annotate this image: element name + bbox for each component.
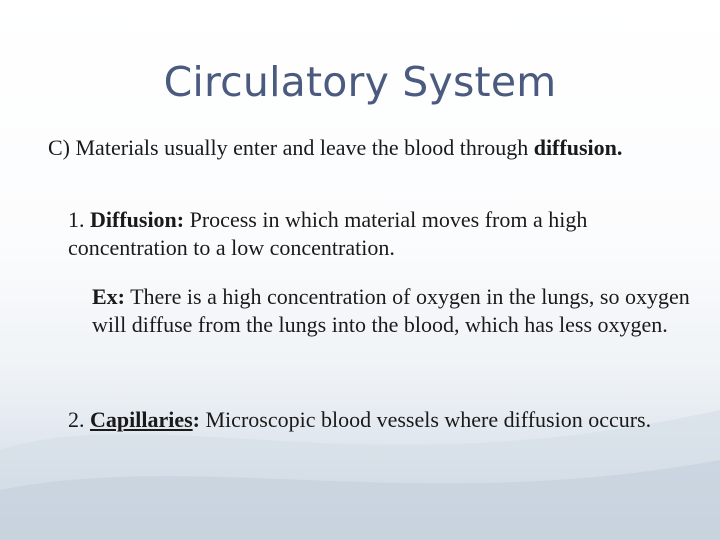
point-2 — [68, 406, 688, 434]
point-2-term: Capillaries — [90, 407, 193, 432]
point-1-number: 1. — [68, 207, 90, 232]
point-2-colon: : — [192, 407, 200, 432]
point-1-definition: Process in which material moves from a high concentration to a low concentration. — [68, 207, 588, 260]
point-2-definition: Microscopic blood vessels where diffusion occurs. — [200, 407, 652, 432]
background-wave — [0, 340, 720, 540]
point-c — [48, 134, 688, 162]
example-label: Ex: — [92, 284, 125, 309]
point-c-text: C) Materials usually enter and leave the blood through — [48, 135, 534, 160]
example — [92, 283, 692, 339]
point-1-term: Diffusion: — [90, 207, 185, 232]
point-c-emphasis: diffusion. — [533, 135, 623, 160]
point-1 — [68, 206, 688, 262]
point-2-number: 2. — [68, 407, 90, 432]
example-text: There is a high concentration of oxygen in the lungs, so oxygen will diffuse from the lungs into the blood, which has less oxygen. — [92, 284, 690, 337]
slide-title: Circulatory System — [163, 58, 557, 106]
